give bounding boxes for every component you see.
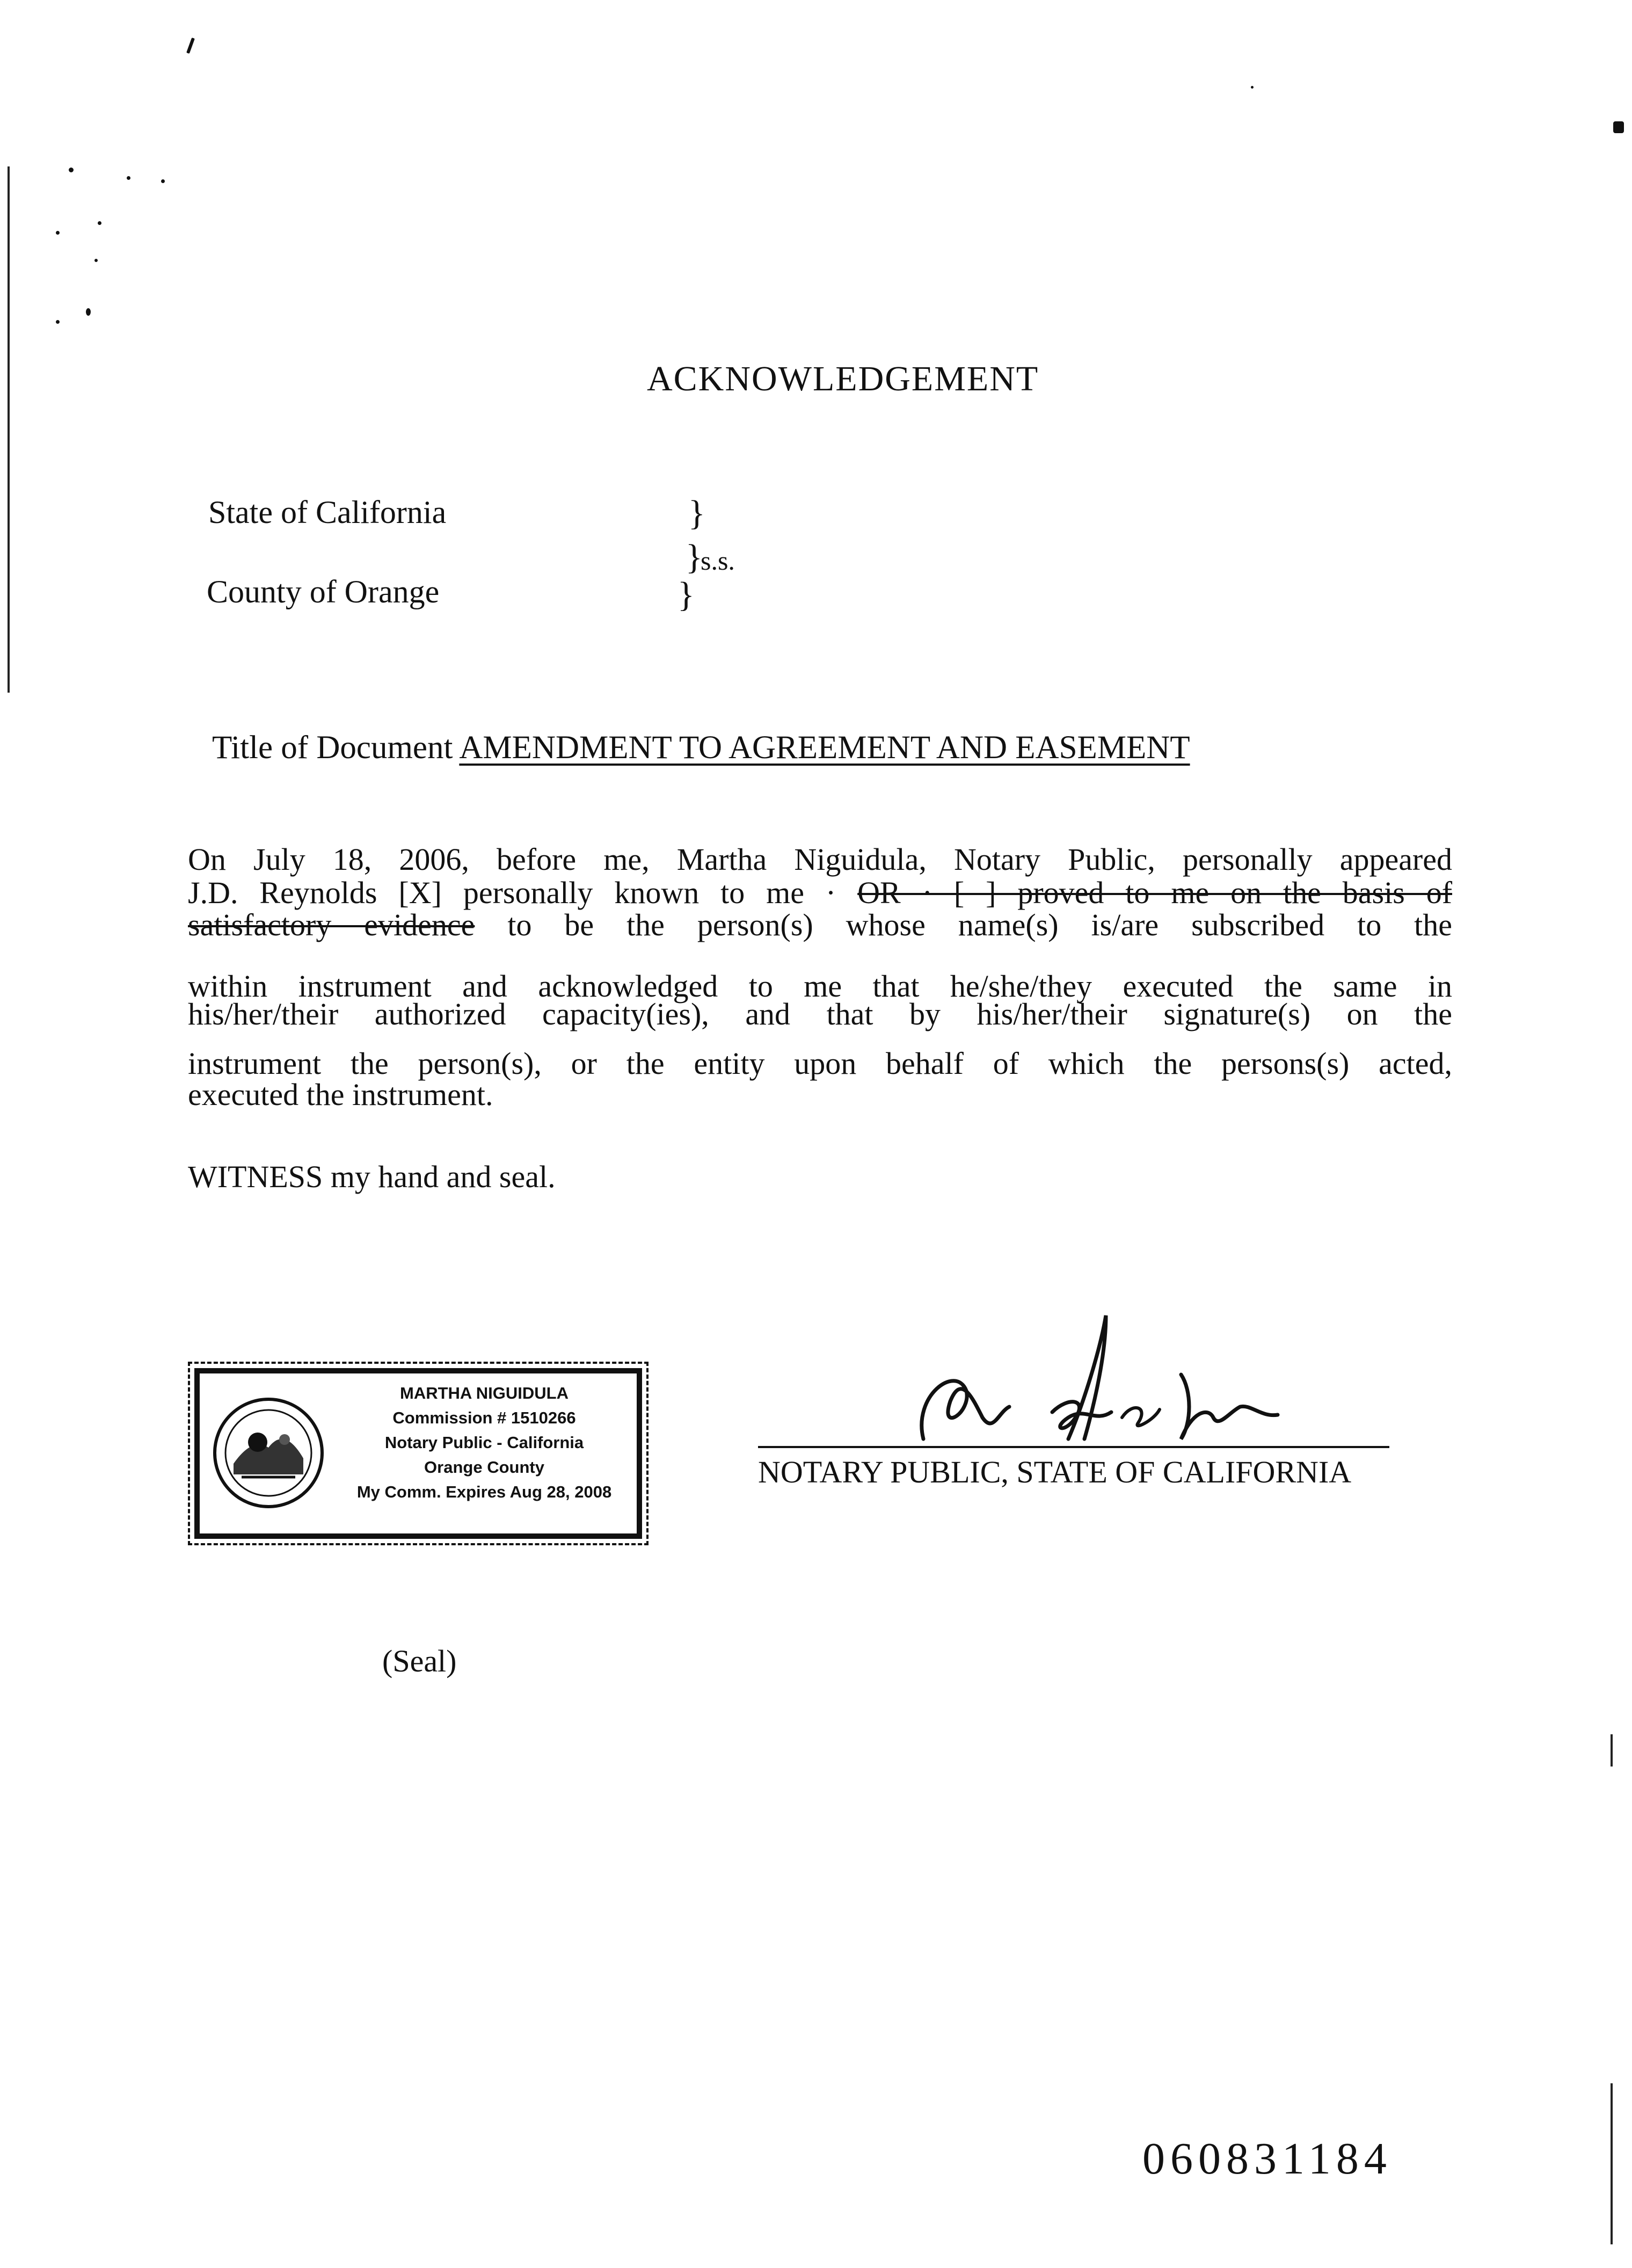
notary-signature bbox=[891, 1305, 1321, 1455]
body-text: to be the person(s) whose name(s) is/are subscribed to the bbox=[507, 907, 1452, 942]
body-line: On July 18, 2006, before me, Martha Niguidula, Notary Public, personally appeared bbox=[188, 842, 1452, 877]
state-seal-icon bbox=[209, 1389, 327, 1517]
document-title-row bbox=[212, 729, 1190, 767]
venue-county: County of Orange bbox=[207, 574, 440, 609]
scan-speck bbox=[1613, 121, 1624, 133]
venue-ss: s.s. bbox=[701, 546, 735, 576]
scan-speck bbox=[1251, 86, 1254, 89]
body-line: instrument the person(s), or the entity upon behalf of which the persons(s) acted, bbox=[188, 1046, 1452, 1081]
scan-speck bbox=[56, 320, 60, 324]
scan-speck bbox=[186, 38, 195, 54]
venue-brace: } bbox=[677, 575, 695, 614]
scan-edge-line bbox=[1611, 2083, 1613, 2244]
scan-speck bbox=[69, 168, 74, 172]
scan-speck bbox=[98, 221, 101, 225]
scan-speck bbox=[127, 176, 130, 180]
body-text: J.D. Reynolds [X] personally known to me · bbox=[188, 875, 836, 910]
venue-brace: } bbox=[688, 493, 705, 533]
stamp-notary-name: MARTHA NIGUIDULA bbox=[400, 1384, 569, 1402]
venue-brace: } bbox=[686, 537, 703, 577]
stamp-county: Orange County bbox=[424, 1458, 544, 1477]
signature-line bbox=[758, 1446, 1389, 1448]
notary-stamp bbox=[194, 1368, 642, 1539]
scan-edge-line bbox=[1611, 1734, 1613, 1767]
stamp-commission: Commission # 1510266 bbox=[392, 1408, 576, 1427]
venue-state: State of California bbox=[208, 495, 447, 530]
scan-speck bbox=[161, 179, 165, 183]
scan-speck bbox=[56, 231, 60, 235]
scan-speck bbox=[86, 308, 91, 316]
body-line bbox=[188, 877, 1452, 908]
witness-clause: WITNESS my hand and seal. bbox=[188, 1159, 556, 1194]
scan-edge-line bbox=[8, 596, 10, 628]
document-heading: ACKNOWLEDGEMENT bbox=[647, 359, 1039, 398]
document-title-label: Title of Document bbox=[212, 730, 453, 766]
struck-text: satisfactory evidence bbox=[188, 907, 475, 942]
stamp-text bbox=[334, 1381, 635, 1504]
notary-caption: NOTARY PUBLIC, STATE OF CALIFORNIA bbox=[758, 1455, 1352, 1489]
document-number: 060831184 bbox=[1142, 2134, 1392, 2184]
document-title-value: AMENDMENT TO AGREEMENT AND EASEMENT bbox=[459, 730, 1190, 766]
scan-speck bbox=[94, 259, 98, 262]
struck-text: OR · [ ] proved to me on the basis of bbox=[857, 875, 1453, 910]
stamp-expiration: My Comm. Expires Aug 28, 2008 bbox=[356, 1482, 612, 1501]
stamp-title: Notary Public - California bbox=[384, 1433, 584, 1452]
seal-label: (Seal) bbox=[382, 1644, 457, 1678]
body-line bbox=[188, 907, 1452, 942]
body-line: within instrument and acknowledged to me that he/she/they executed the same in bbox=[188, 969, 1452, 1004]
body-line: his/her/their authorized capacity(ies), and that by his/her/their signature(s) on the bbox=[188, 997, 1452, 1031]
body-line: executed the instrument. bbox=[188, 1077, 493, 1112]
